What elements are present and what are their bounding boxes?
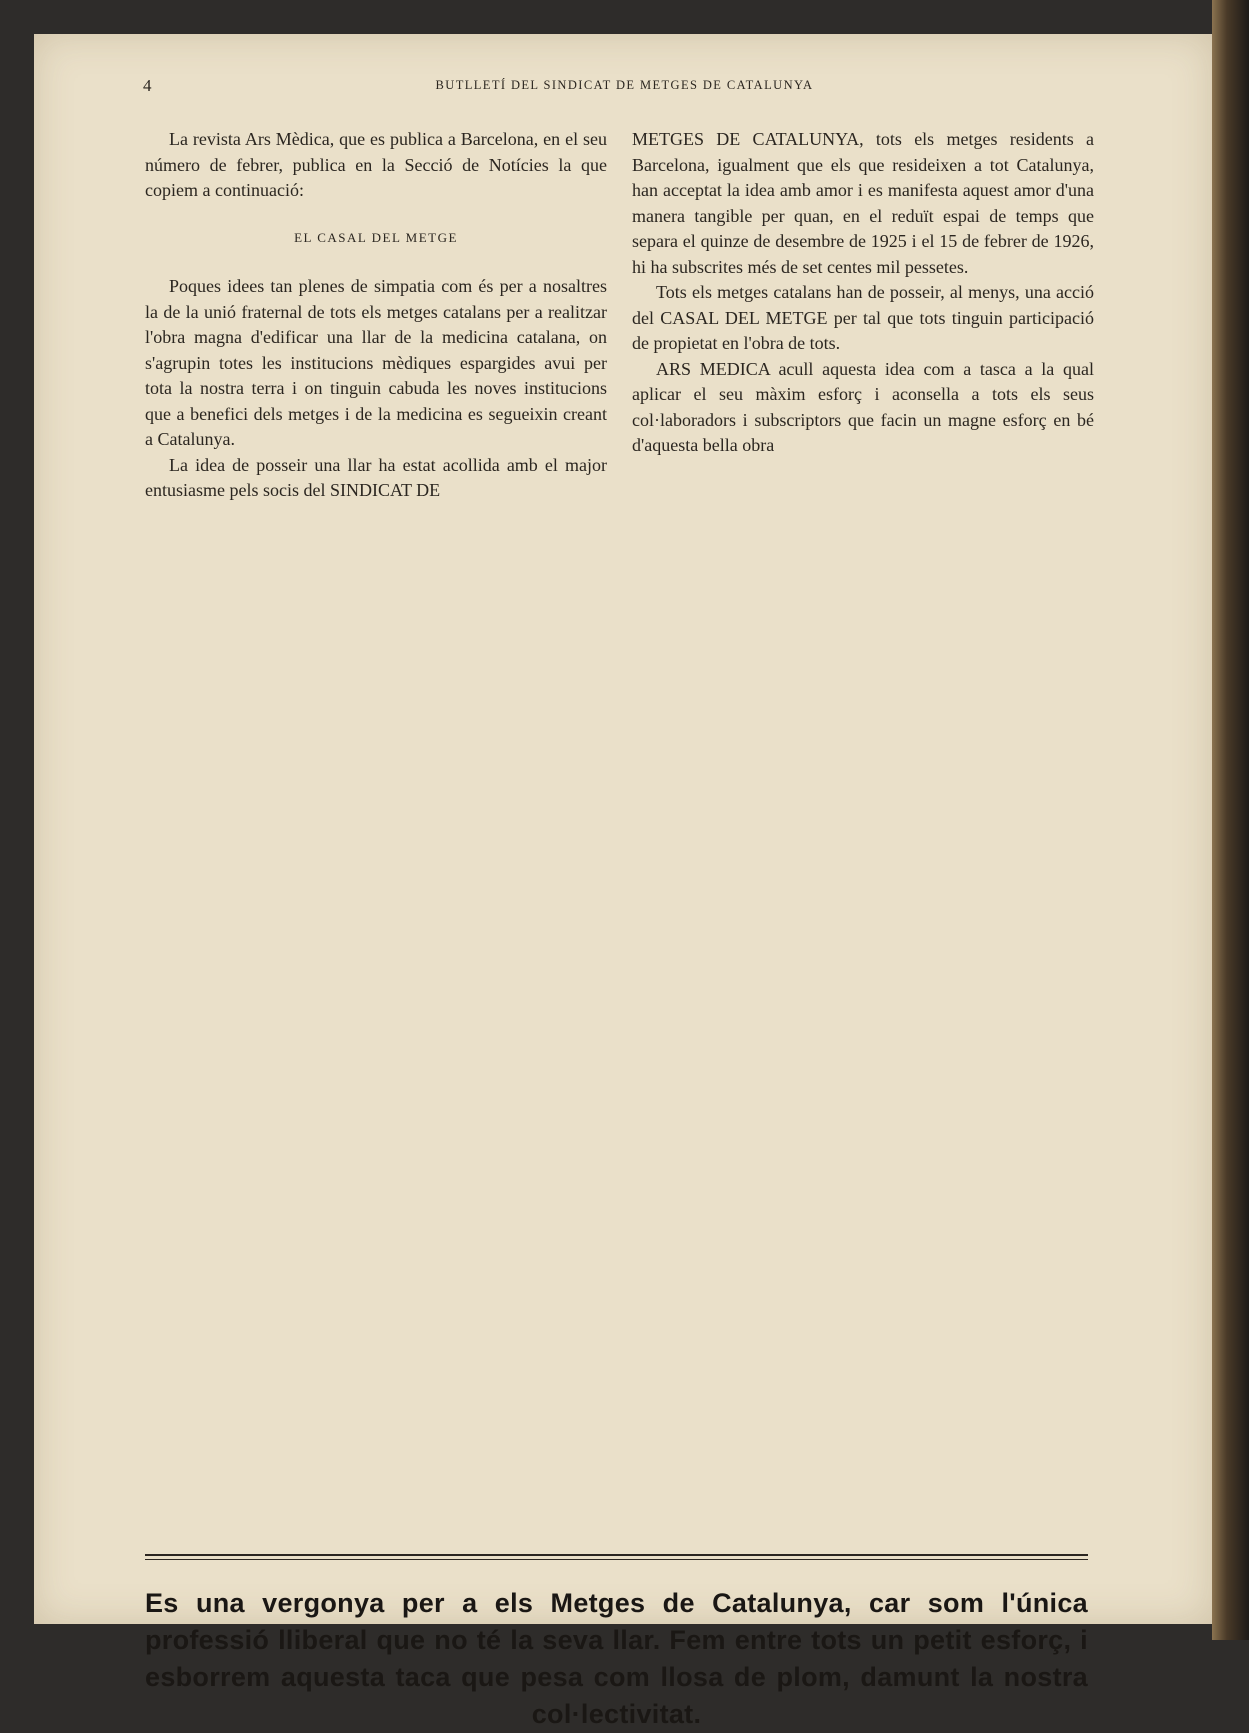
section-title: EL CASAL DEL METGE	[294, 229, 458, 245]
right-column	[632, 127, 1094, 459]
body-paragraph: ARS MEDICA acull aquesta idea com a tasca a la qual aplicar el seu màxim esforç i aconsella a tots els seus col·laboradors i subscriptors que facin un magne esforç en bé d'aquesta bella obra	[632, 358, 1094, 455]
intro-paragraph: La revista Ars Mèdica, que es publica a Barcelona, en el seu número de febrer, publica en la Secció de Notícies la que copiem a continuació:	[145, 129, 607, 200]
body-paragraph: Poques idees tan plenes de simpatia com és per a nosaltres la de la unió fraternal de tots els metges catalans per a realitzar l'obra magna d'edificar una llar de la medicina catalana, on s'agrupin totes les institucions mèdiques espargides avui per tota la nostra terra i on tinguin cabuda les noves institucions que a benefici dels metges i de la medicina es segueixin creant a Catalunya.	[145, 276, 607, 449]
divider-rule	[145, 1554, 1088, 1556]
body-paragraph: Tots els metges catalans han de posseir, al menys, una acció del CASAL DEL METGE per tal que tots tinguin participació de propietat en l'obra de tots.	[632, 282, 1094, 353]
page-number: 4	[143, 76, 152, 95]
divider-rule	[145, 1559, 1088, 1560]
running-title: BUTLLETÍ DEL SINDICAT DE METGES DE CATALUNYA	[435, 78, 814, 92]
callout-text: Es una vergonya per a els Metges de Catalunya, car som l'única professió lliberal que no té la seva llar. Fem entre tots un petit esforç, i esborrem aquesta taca que pesa com llosa de plom, damunt la nostra col·lectivitat.	[145, 1588, 1088, 1729]
page-header	[0, 76, 1249, 100]
left-column	[145, 127, 607, 504]
book-edge	[1212, 0, 1249, 1640]
body-paragraph: METGES DE CATALUNYA, tots els metges residents a Barcelona, igualment que els que resideixen a tot Catalunya, han acceptat la idea amb amor i es manifesta aquest amor d'una manera tangible per quan, en el reduït espai de temps que separa el quinze de desembre de 1925 i el 15 de febrer de 1926, hi ha subscrites més de set centes mil pessetes.	[632, 129, 1094, 277]
body-paragraph: La idea de posseir una llar ha estat acollida amb el major entusiasme pels socis del SINDICAT DE	[145, 454, 607, 500]
